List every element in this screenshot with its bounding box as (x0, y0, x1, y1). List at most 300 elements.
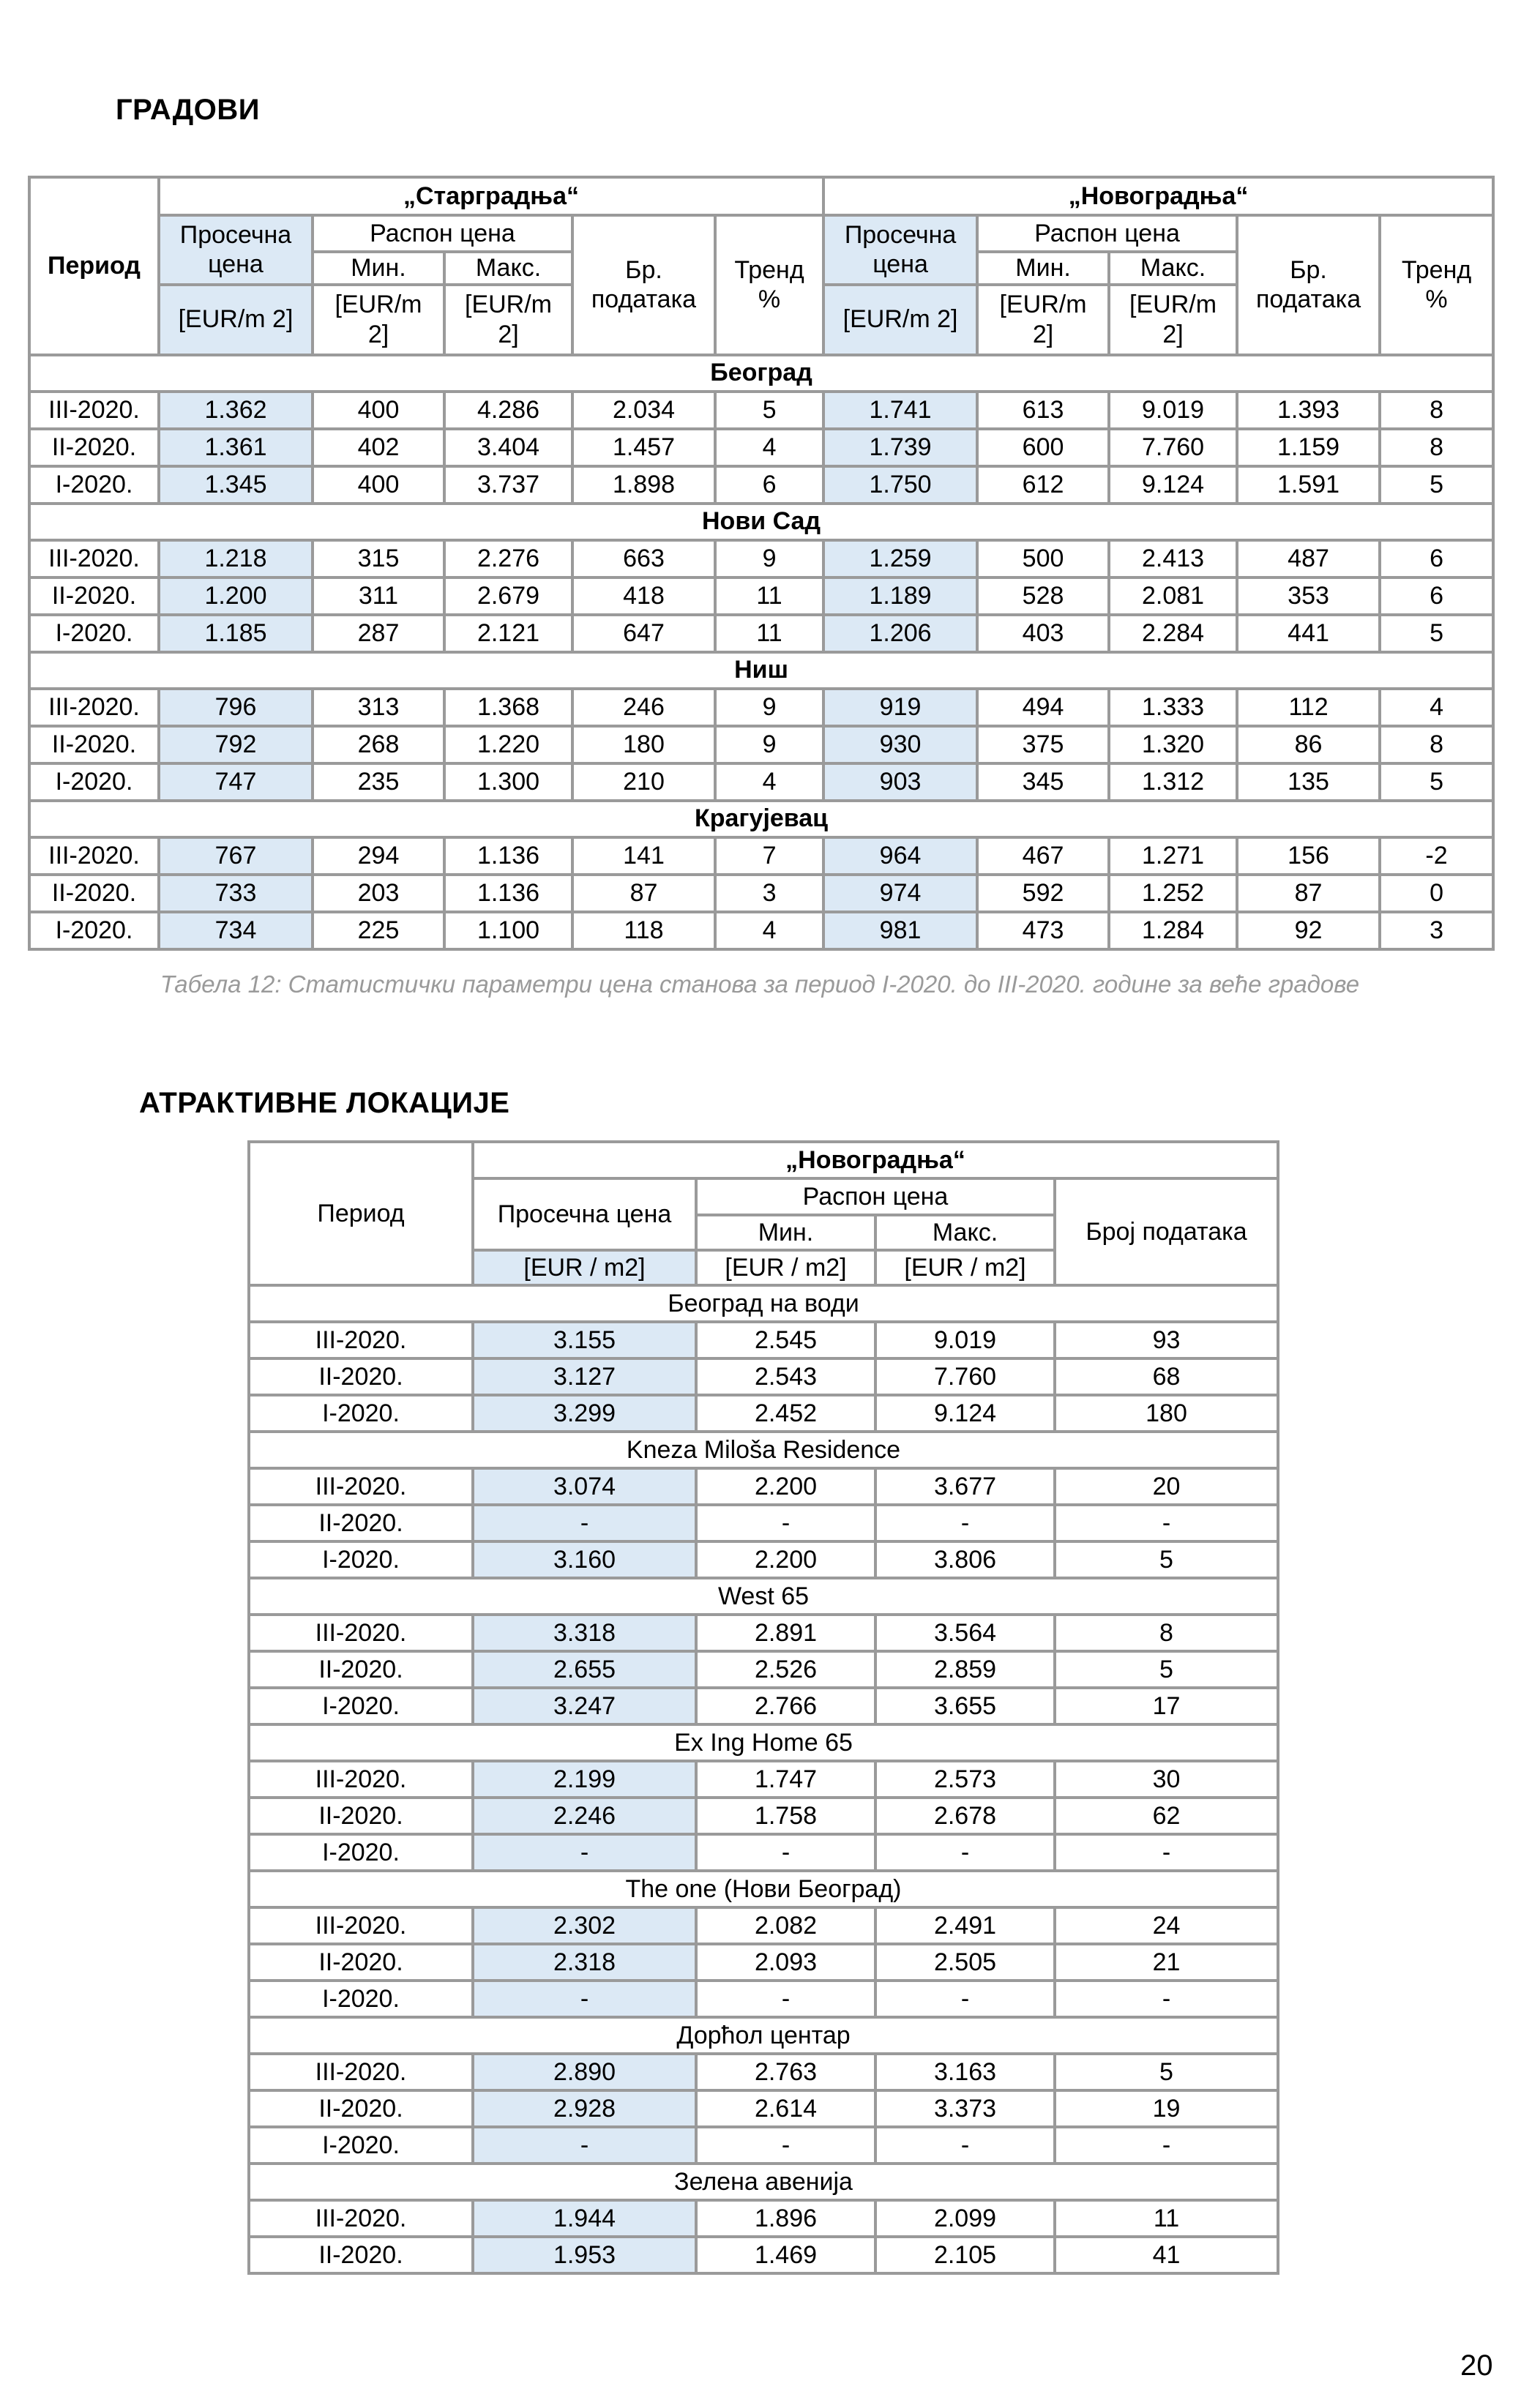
value-cell: 403 (977, 615, 1109, 652)
table-row (249, 2054, 1278, 2090)
value-cell: 3.155 (473, 1322, 696, 1358)
table-row (249, 1907, 1278, 1944)
value-cell: 2.678 (875, 1798, 1055, 1834)
value-cell: 2.200 (696, 1541, 875, 1578)
period-cell: III-2020. (249, 2200, 473, 2237)
table-row (249, 1322, 1278, 1358)
group-title: Београд на води (249, 1285, 1278, 1322)
group-title: Београд (29, 355, 1493, 392)
value-cell: 93 (1055, 1322, 1278, 1358)
value-cell: 3.737 (444, 466, 572, 504)
max-header: Макс. (1109, 252, 1237, 285)
value-cell: 11 (1055, 2200, 1278, 2237)
max-unit-header: [EUR/m 2] (1109, 285, 1237, 355)
value-cell: - (473, 1834, 696, 1871)
value-cell: 1.320 (1109, 726, 1237, 763)
max-header: Макс. (875, 1215, 1055, 1250)
value-cell: 747 (159, 763, 313, 801)
table-row (249, 1395, 1278, 1432)
period-cell: III-2020. (29, 392, 159, 429)
value-cell: 1.457 (572, 429, 715, 466)
period-cell: II-2020. (29, 726, 159, 763)
period-cell: I-2020. (249, 1981, 473, 2017)
value-cell: 268 (313, 726, 444, 763)
period-cell: II-2020. (249, 1358, 473, 1395)
value-cell: 1.741 (823, 392, 977, 429)
group-title: Крагујевац (29, 801, 1493, 837)
min-unit-header: [EUR/m 2] (977, 285, 1109, 355)
value-cell: 2.302 (473, 1907, 696, 1944)
group-title: Ниш (29, 652, 1493, 689)
value-cell: 2.505 (875, 1944, 1055, 1981)
value-cell: 210 (572, 763, 715, 801)
value-cell: 2.766 (696, 1688, 875, 1724)
value-cell: 3.677 (875, 1468, 1055, 1505)
period-cell: II-2020. (249, 1798, 473, 1834)
group-title: Kneza Miloša Residence (249, 1432, 1278, 1468)
value-cell: 2.284 (1109, 615, 1237, 652)
period-cell: II-2020. (249, 1505, 473, 1541)
old-build-header: „Старградња“ (159, 177, 823, 215)
table-row (249, 2237, 1278, 2273)
value-cell: 7.760 (875, 1358, 1055, 1395)
value-cell: 1.898 (572, 466, 715, 504)
value-cell: 41 (1055, 2237, 1278, 2273)
value-cell: 2.199 (473, 1761, 696, 1798)
value-cell: 792 (159, 726, 313, 763)
period-cell: I-2020. (249, 1395, 473, 1432)
period-cell: I-2020. (249, 1541, 473, 1578)
value-cell: 402 (313, 429, 444, 466)
table-row (29, 577, 1493, 615)
table-row (249, 1541, 1278, 1578)
value-cell: 1.300 (444, 763, 572, 801)
value-cell: 473 (977, 912, 1109, 949)
value-cell: 4 (715, 912, 823, 949)
value-cell: 3.806 (875, 1541, 1055, 1578)
count-header: Број података (1055, 1178, 1278, 1285)
value-cell: 30 (1055, 1761, 1278, 1798)
value-cell: 2.543 (696, 1358, 875, 1395)
value-cell: 118 (572, 912, 715, 949)
locations-price-table (247, 1140, 1279, 2275)
period-cell: II-2020. (29, 875, 159, 912)
period-cell: I-2020. (249, 2127, 473, 2164)
value-cell: 24 (1055, 1907, 1278, 1944)
value-cell: 1.953 (473, 2237, 696, 2273)
avg-price-header: Просечна цена (159, 215, 313, 285)
value-cell: - (696, 2127, 875, 2164)
value-cell: 5 (1380, 615, 1493, 652)
value-cell: 9.019 (1109, 392, 1237, 429)
group-row (249, 2017, 1278, 2054)
value-cell: 2.655 (473, 1651, 696, 1688)
value-cell: 647 (572, 615, 715, 652)
table-row (29, 837, 1493, 875)
value-cell: 8 (1055, 1615, 1278, 1651)
value-cell: 17 (1055, 1688, 1278, 1724)
value-cell: 62 (1055, 1798, 1278, 1834)
value-cell: 1.206 (823, 615, 977, 652)
max-unit-header: [EUR / m2] (875, 1250, 1055, 1285)
value-cell: 87 (1237, 875, 1380, 912)
table-row (29, 763, 1493, 801)
value-cell: 5 (1055, 1651, 1278, 1688)
period-cell: III-2020. (29, 689, 159, 726)
value-cell: 11 (715, 615, 823, 652)
table-row (249, 1834, 1278, 1871)
value-cell: 1.312 (1109, 763, 1237, 801)
value-cell: 313 (313, 689, 444, 726)
value-cell: 1.469 (696, 2237, 875, 2273)
value-cell: 733 (159, 875, 313, 912)
value-cell: 467 (977, 837, 1109, 875)
value-cell: 294 (313, 837, 444, 875)
trend-header: Тренд % (1380, 215, 1493, 355)
period-cell: II-2020. (29, 577, 159, 615)
value-cell: 8 (1380, 392, 1493, 429)
cities-price-table (28, 176, 1495, 951)
value-cell: 68 (1055, 1358, 1278, 1395)
value-cell: 9.124 (875, 1395, 1055, 1432)
value-cell: 796 (159, 689, 313, 726)
value-cell: 3.299 (473, 1395, 696, 1432)
count-header: Бр. података (1237, 215, 1380, 355)
value-cell: 2.491 (875, 1907, 1055, 1944)
value-cell: 1.200 (159, 577, 313, 615)
value-cell: 20 (1055, 1468, 1278, 1505)
avg-unit-header: [EUR/m 2] (159, 285, 313, 355)
group-row (29, 504, 1493, 540)
value-cell: 1.252 (1109, 875, 1237, 912)
value-cell: 1.220 (444, 726, 572, 763)
value-cell: 2.093 (696, 1944, 875, 1981)
value-cell: 9 (715, 689, 823, 726)
value-cell: 3.074 (473, 1468, 696, 1505)
group-title: The one (Нови Београд) (249, 1871, 1278, 1907)
value-cell: 1.345 (159, 466, 313, 504)
value-cell: 3.160 (473, 1541, 696, 1578)
table-row (29, 540, 1493, 577)
period-cell: III-2020. (249, 2054, 473, 2090)
table-row (29, 615, 1493, 652)
value-cell: 135 (1237, 763, 1380, 801)
value-cell: 2.859 (875, 1651, 1055, 1688)
group-row (249, 2164, 1278, 2200)
value-cell: 5 (715, 392, 823, 429)
table-row (249, 1651, 1278, 1688)
value-cell: 974 (823, 875, 977, 912)
value-cell: 2.545 (696, 1322, 875, 1358)
min-unit-header: [EUR / m2] (696, 1250, 875, 1285)
value-cell: 3 (1380, 912, 1493, 949)
value-cell: 6 (1380, 540, 1493, 577)
value-cell: 2.200 (696, 1468, 875, 1505)
period-cell: II-2020. (29, 429, 159, 466)
value-cell: 964 (823, 837, 977, 875)
period-cell: II-2020. (249, 2237, 473, 2273)
page-number: 20 (1460, 2349, 1493, 2382)
value-cell: - (1055, 1834, 1278, 1871)
price-range-header: Распон цена (313, 215, 572, 252)
table-row (29, 912, 1493, 949)
value-cell: 2.928 (473, 2090, 696, 2127)
value-cell: 3.655 (875, 1688, 1055, 1724)
table-row (29, 875, 1493, 912)
value-cell: 4 (1380, 689, 1493, 726)
period-header: Период (29, 177, 159, 355)
section-heading-cities: ГРАДОВИ (116, 94, 260, 126)
value-cell: 2.318 (473, 1944, 696, 1981)
value-cell: 6 (1380, 577, 1493, 615)
table-row (29, 392, 1493, 429)
value-cell: 400 (313, 466, 444, 504)
period-cell: III-2020. (249, 1468, 473, 1505)
value-cell: - (875, 2127, 1055, 2164)
value-cell: 345 (977, 763, 1109, 801)
value-cell: 6 (715, 466, 823, 504)
table-row (249, 1505, 1278, 1541)
value-cell: 3.127 (473, 1358, 696, 1395)
group-row (249, 1578, 1278, 1615)
period-cell: III-2020. (249, 1761, 473, 1798)
group-row (29, 355, 1493, 392)
value-cell: 1.333 (1109, 689, 1237, 726)
value-cell: - (875, 1981, 1055, 2017)
value-cell: 7 (715, 837, 823, 875)
value-cell: 1.944 (473, 2200, 696, 2237)
value-cell: 4 (715, 763, 823, 801)
value-cell: 141 (572, 837, 715, 875)
value-cell: 0 (1380, 875, 1493, 912)
value-cell: 2.679 (444, 577, 572, 615)
value-cell: 315 (313, 540, 444, 577)
value-cell: - (696, 1505, 875, 1541)
value-cell: 2.246 (473, 1798, 696, 1834)
value-cell: 9 (715, 726, 823, 763)
count-header: Бр. података (572, 215, 715, 355)
value-cell: 156 (1237, 837, 1380, 875)
value-cell: 767 (159, 837, 313, 875)
value-cell: 1.189 (823, 577, 977, 615)
value-cell: - (1055, 1981, 1278, 2017)
value-cell: - (1055, 2127, 1278, 2164)
section-heading-locations: АТРАКТИВНЕ ЛОКАЦИЈЕ (139, 1087, 510, 1119)
value-cell: - (473, 1981, 696, 2017)
value-cell: 592 (977, 875, 1109, 912)
value-cell: 287 (313, 615, 444, 652)
value-cell: 494 (977, 689, 1109, 726)
value-cell: 5 (1380, 763, 1493, 801)
value-cell: 86 (1237, 726, 1380, 763)
value-cell: 1.361 (159, 429, 313, 466)
table-row (29, 726, 1493, 763)
group-row (249, 1724, 1278, 1761)
value-cell: 9 (715, 540, 823, 577)
value-cell: 1.591 (1237, 466, 1380, 504)
value-cell: 734 (159, 912, 313, 949)
value-cell: 1.393 (1237, 392, 1380, 429)
period-cell: I-2020. (249, 1688, 473, 1724)
group-title: Ex Ing Home 65 (249, 1724, 1278, 1761)
group-row (249, 1871, 1278, 1907)
table-row (249, 1944, 1278, 1981)
period-cell: I-2020. (29, 615, 159, 652)
value-cell: 225 (313, 912, 444, 949)
table-row (249, 2200, 1278, 2237)
value-cell: 203 (313, 875, 444, 912)
min-header: Мин. (696, 1215, 875, 1250)
table-row (249, 1688, 1278, 1724)
table-row (249, 2127, 1278, 2164)
table-row (249, 1358, 1278, 1395)
value-cell: - (473, 1505, 696, 1541)
value-cell: 2.763 (696, 2054, 875, 2090)
group-row (29, 652, 1493, 689)
period-cell: I-2020. (29, 912, 159, 949)
min-unit-header: [EUR/m 2] (313, 285, 444, 355)
value-cell: 487 (1237, 540, 1380, 577)
value-cell: 2.614 (696, 2090, 875, 2127)
value-cell: 400 (313, 392, 444, 429)
value-cell: 9.019 (875, 1322, 1055, 1358)
value-cell: 21 (1055, 1944, 1278, 1981)
table-row (29, 429, 1493, 466)
max-unit-header: [EUR/m 2] (444, 285, 572, 355)
value-cell: 418 (572, 577, 715, 615)
value-cell: 11 (715, 577, 823, 615)
value-cell: 1.136 (444, 837, 572, 875)
value-cell: 246 (572, 689, 715, 726)
group-row (249, 1432, 1278, 1468)
new-build-header: „Новоградња“ (473, 1142, 1278, 1178)
value-cell: 2.891 (696, 1615, 875, 1651)
period-cell: I-2020. (29, 763, 159, 801)
avg-unit-header: [EUR / m2] (473, 1250, 696, 1285)
value-cell: 1.136 (444, 875, 572, 912)
value-cell: -2 (1380, 837, 1493, 875)
value-cell: 903 (823, 763, 977, 801)
value-cell: 930 (823, 726, 977, 763)
period-cell: II-2020. (249, 1651, 473, 1688)
value-cell: 528 (977, 577, 1109, 615)
value-cell: 3 (715, 875, 823, 912)
value-cell: 1.739 (823, 429, 977, 466)
value-cell: - (875, 1834, 1055, 1871)
value-cell: - (1055, 1505, 1278, 1541)
value-cell: - (696, 1834, 875, 1871)
period-cell: I-2020. (29, 466, 159, 504)
value-cell: 8 (1380, 429, 1493, 466)
avg-price-header: Просечна цена (823, 215, 977, 285)
period-cell: II-2020. (249, 2090, 473, 2127)
value-cell: 5 (1055, 1541, 1278, 1578)
max-header: Макс. (444, 252, 572, 285)
value-cell: 1.750 (823, 466, 977, 504)
value-cell: 87 (572, 875, 715, 912)
period-cell: III-2020. (249, 1907, 473, 1944)
value-cell: 3.318 (473, 1615, 696, 1651)
value-cell: 5 (1055, 2054, 1278, 2090)
value-cell: 1.271 (1109, 837, 1237, 875)
price-range-header: Распон цена (977, 215, 1237, 252)
table-row (249, 1615, 1278, 1651)
group-row (29, 801, 1493, 837)
value-cell: 1.362 (159, 392, 313, 429)
value-cell: 19 (1055, 2090, 1278, 2127)
period-cell: III-2020. (249, 1615, 473, 1651)
period-cell: II-2020. (249, 1944, 473, 1981)
value-cell: 1.896 (696, 2200, 875, 2237)
value-cell: 375 (977, 726, 1109, 763)
value-cell: 5 (1380, 466, 1493, 504)
value-cell: 353 (1237, 577, 1380, 615)
table-row (249, 1468, 1278, 1505)
value-cell: 3.163 (875, 2054, 1055, 2090)
value-cell: 112 (1237, 689, 1380, 726)
value-cell: 2.890 (473, 2054, 696, 2090)
value-cell: 441 (1237, 615, 1380, 652)
group-row (249, 1285, 1278, 1322)
value-cell: 600 (977, 429, 1109, 466)
value-cell: 500 (977, 540, 1109, 577)
table-row (29, 689, 1493, 726)
value-cell: 3.373 (875, 2090, 1055, 2127)
value-cell: 1.758 (696, 1798, 875, 1834)
value-cell: 1.185 (159, 615, 313, 652)
value-cell: - (875, 1505, 1055, 1541)
avg-price-header: Просечна цена (473, 1178, 696, 1250)
period-cell: III-2020. (29, 837, 159, 875)
value-cell: 2.413 (1109, 540, 1237, 577)
value-cell: 1.368 (444, 689, 572, 726)
period-cell: III-2020. (29, 540, 159, 577)
group-title: Нови Сад (29, 504, 1493, 540)
value-cell: 1.218 (159, 540, 313, 577)
value-cell: 92 (1237, 912, 1380, 949)
value-cell: 3.404 (444, 429, 572, 466)
value-cell: 1.100 (444, 912, 572, 949)
value-cell: 2.121 (444, 615, 572, 652)
value-cell: 2.082 (696, 1907, 875, 1944)
value-cell: 9.124 (1109, 466, 1237, 504)
value-cell: 2.034 (572, 392, 715, 429)
value-cell: 1.747 (696, 1761, 875, 1798)
value-cell: 3.247 (473, 1688, 696, 1724)
group-title: West 65 (249, 1578, 1278, 1615)
table-row (249, 2090, 1278, 2127)
group-title: Дорћол центар (249, 2017, 1278, 2054)
value-cell: 919 (823, 689, 977, 726)
value-cell: 981 (823, 912, 977, 949)
value-cell: 2.081 (1109, 577, 1237, 615)
price-range-header: Распон цена (696, 1178, 1055, 1215)
value-cell: 235 (313, 763, 444, 801)
value-cell: - (696, 1981, 875, 2017)
table-row (249, 1761, 1278, 1798)
value-cell: 613 (977, 392, 1109, 429)
table-caption: Табела 12: Статистички параметри цена станова за период I-2020. до III-2020. године за веће градове (160, 971, 1360, 998)
value-cell: 2.452 (696, 1395, 875, 1432)
value-cell: 311 (313, 577, 444, 615)
period-cell: I-2020. (249, 1834, 473, 1871)
table-row (249, 1981, 1278, 2017)
value-cell: 612 (977, 466, 1109, 504)
period-header: Период (249, 1142, 473, 1285)
value-cell: 180 (1055, 1395, 1278, 1432)
value-cell: 663 (572, 540, 715, 577)
trend-header: Тренд % (715, 215, 823, 355)
